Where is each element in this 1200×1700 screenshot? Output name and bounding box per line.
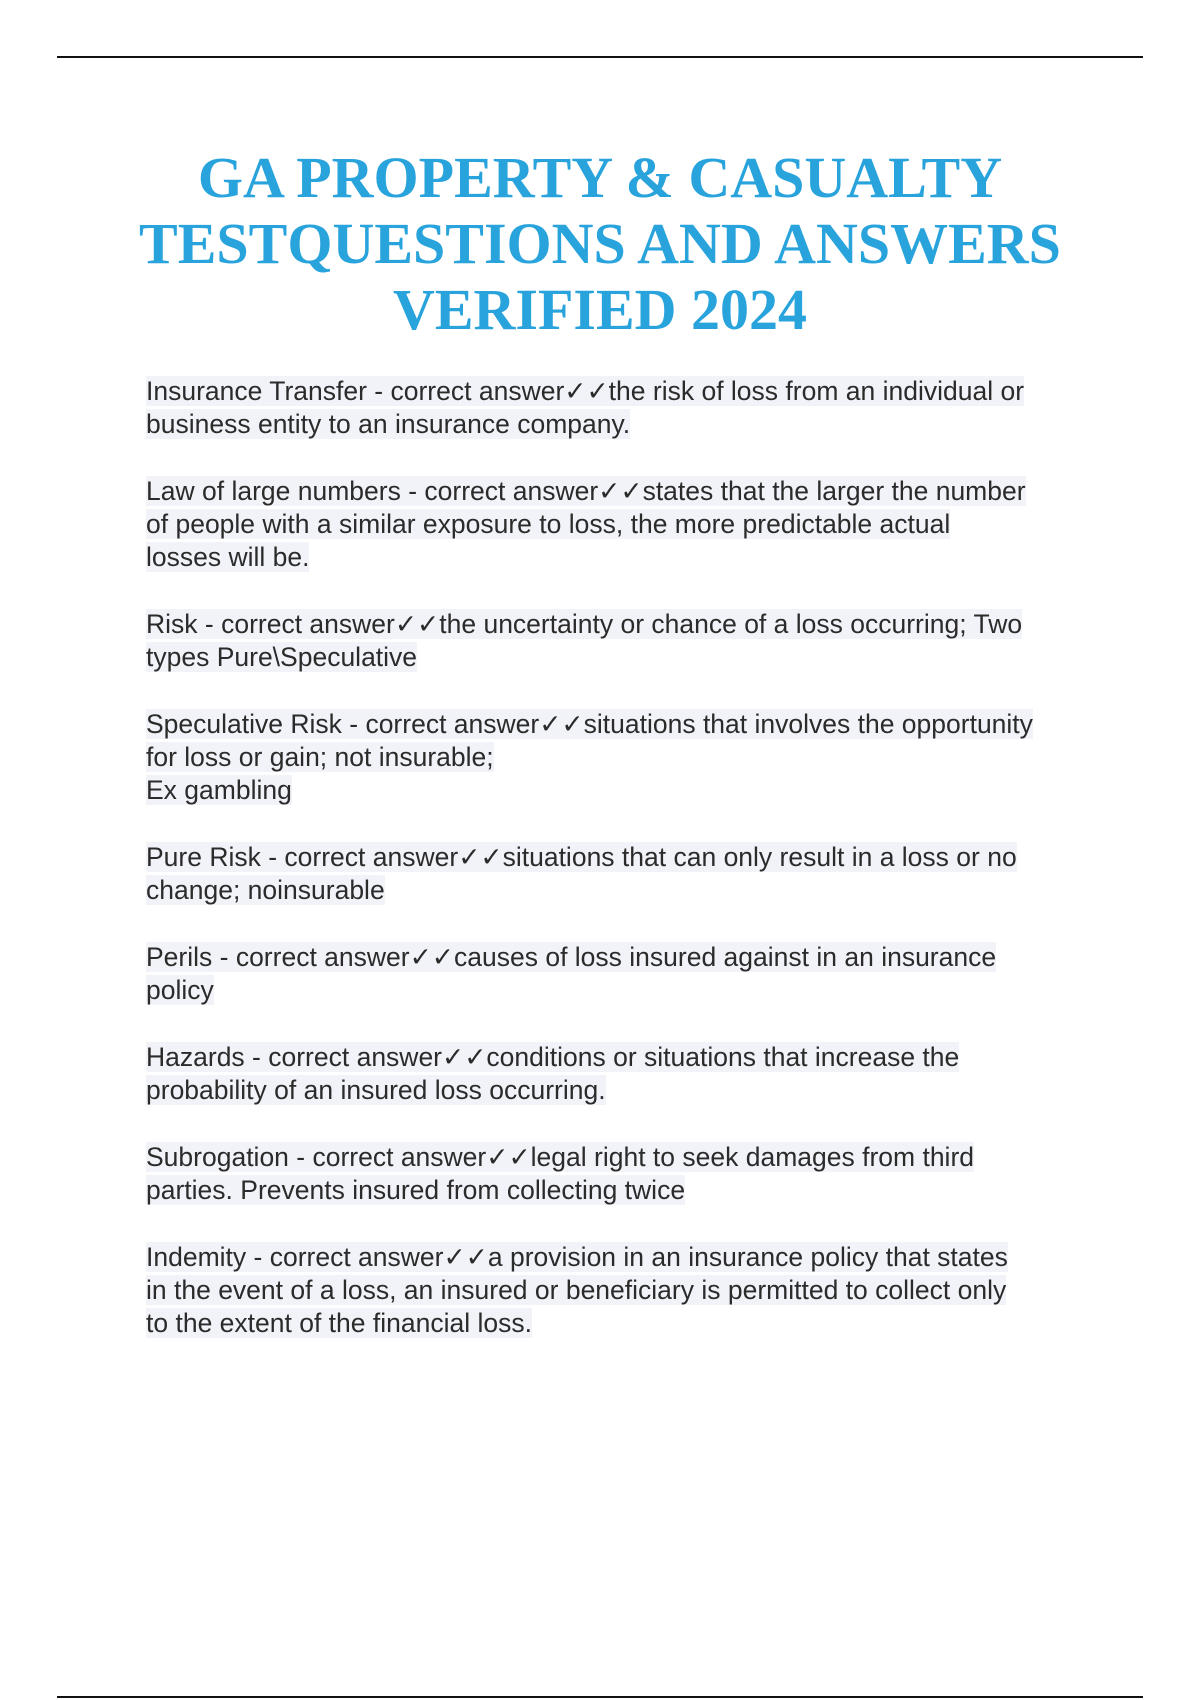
qa-entry-insurance-transfer xyxy=(146,375,1096,441)
entry-line: Indemity - correct answer✓✓a provision in an insurance policy that states xyxy=(146,1242,1008,1272)
entry-line: Pure Risk - correct answer✓✓situations that can only result in a loss or no xyxy=(146,842,1017,872)
qa-entry-pure-risk xyxy=(146,841,1096,907)
entry-line: Hazards - correct answer✓✓conditions or situations that increase the xyxy=(146,1042,960,1072)
entry-line: business entity to an insurance company. xyxy=(146,409,631,439)
title-line: TESTQUESTIONS AND ANSWERS xyxy=(139,211,1061,276)
qa-entry-indemity xyxy=(146,1241,1096,1340)
entry-line: Insurance Transfer - correct answer✓✓the risk of loss from an individual or xyxy=(146,376,1025,406)
qa-entry-subrogation xyxy=(146,1141,1096,1207)
qa-list xyxy=(146,375,1096,1374)
entry-line: Subrogation - correct answer✓✓legal right to seek damages from third xyxy=(146,1142,975,1172)
entry-line: Risk - correct answer✓✓the uncertainty or chance of a loss occurring; Two xyxy=(146,609,1023,639)
top-rule xyxy=(57,56,1143,58)
entry-line: losses will be. xyxy=(146,542,310,572)
qa-entry-law-of-large-numbers xyxy=(146,475,1096,574)
entry-line: Law of large numbers - correct answer✓✓states that the larger the number xyxy=(146,476,1026,506)
bottom-rule xyxy=(57,1696,1143,1698)
entry-line: to the extent of the financial loss. xyxy=(146,1308,532,1338)
qa-entry-speculative-risk xyxy=(146,708,1096,807)
entry-line: Ex gambling xyxy=(146,775,292,805)
qa-entry-hazards xyxy=(146,1041,1096,1107)
entry-line: Perils - correct answer✓✓causes of loss insured against in an insurance xyxy=(146,942,997,972)
entry-line: probability of an insured loss occurring. xyxy=(146,1075,606,1105)
document-title xyxy=(100,145,1100,343)
entry-line: policy xyxy=(146,975,214,1005)
entry-line: for loss or gain; not insurable; xyxy=(146,742,494,772)
qa-entry-risk xyxy=(146,608,1096,674)
title-line: GA PROPERTY & CASUALTY xyxy=(197,145,1003,210)
qa-entry-perils xyxy=(146,941,1096,1007)
entry-line: types Pure\Speculative xyxy=(146,642,418,672)
entry-line: of people with a similar exposure to loss, the more predictable actual xyxy=(146,509,951,539)
entry-line: in the event of a loss, an insured or beneficiary is permitted to collect only xyxy=(146,1275,1007,1305)
title-line: VERIFIED 2024 xyxy=(392,277,808,342)
entry-line: change; noinsurable xyxy=(146,875,385,905)
entry-line: Speculative Risk - correct answer✓✓situations that involves the opportunity xyxy=(146,709,1033,739)
entry-line: parties. Prevents insured from collecting twice xyxy=(146,1175,686,1205)
